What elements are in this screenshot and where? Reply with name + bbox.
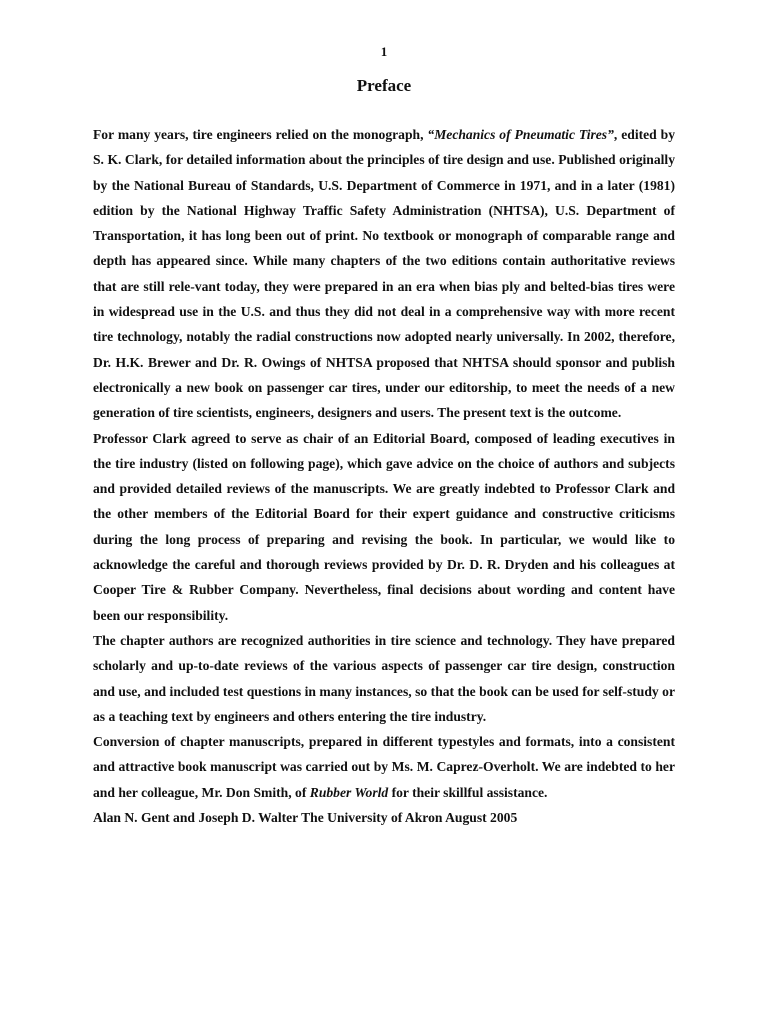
book-title-italic: “Mechanics of Pneumatic Tires” bbox=[427, 127, 614, 142]
paragraph-4 bbox=[93, 729, 675, 805]
paragraph-1-text-a: For many years, tire engineers relied on the monograph, bbox=[93, 127, 428, 142]
signature-line: Alan N. Gent and Joseph D. Walter The University of Akron August 2005 bbox=[93, 810, 518, 826]
paragraph-1-text-b: , edited by S. K. Clark, for detailed information about the principles of tire design and use. Published originally by the National Bureau of Standards, U.S. Department of Commerce in 1971, and in a later (1981) edition by the National Highway Traffic Safety Administration (NHTSA), U.S. Department of Transportation, it has long been out of print. No textbook or monograph of comparable range and depth has appeared since. While many chapters of the two editions contain authoritative reviews that are still rele-vant today, they were prepared in an era when bias ply and belted-bias tires were in widespread use in the U.S. and thus they did not deal in a comprehensive way with more recent tire technology, notably the radial constructions now adopted nearly universally. In 2002, therefore, Dr. H.K. Brewer and Dr. R. Owings of NHTSA proposed that NHTSA should sponsor and publish electronically a new book on passenger car tires, under our editorship, to meet the needs of a new generation of tire scientists, engineers, designers and users. The present text is the outcome. bbox=[93, 127, 675, 421]
paragraph-4-text-b: for their skillful assistance. bbox=[388, 784, 548, 800]
paragraph-1 bbox=[93, 122, 675, 426]
paragraph-2: Professor Clark agreed to serve as chair of an Editorial Board, composed of leading executives in the tire industry (listed on following page), which gave advice on the choice of authors and subjects and provided detailed reviews of the manuscripts. We are greatly indebted to Professor Clark and the other members of the Editorial Board for their expert guidance and constructive criticisms during the long process of preparing and revising the book. In particular, we would like to acknowledge the careful and thorough reviews provided by Dr. D. R. Dryden and his colleagues at Cooper Tire & Rubber Company. Nevertheless, final decisions about wording and content have been our responsibility. bbox=[93, 430, 675, 623]
page-number: 1 bbox=[380, 44, 388, 59]
paragraph-4-text-a: Conversion of chapter manuscripts, prepared in different typestyles and formats, into a consistent and attractive book manuscript was carried out by Ms. M. Caprez-Overholt. We are indebted to her and her colleague, Mr. Don Smith, of bbox=[93, 734, 675, 800]
preface-body bbox=[93, 122, 675, 830]
paragraph-3: The chapter authors are recognized authorities in tire science and technology. They have prepared scholarly and up-to-date reviews of the various aspects of passenger car tire design, construction and use, and included test questions in many instances, so that the book can be used for self-study or as a teaching text by engineers and others entering the tire industry. bbox=[93, 632, 675, 724]
publication-name-italic: Rubber World bbox=[309, 784, 389, 800]
page-title: Preface bbox=[356, 76, 412, 95]
